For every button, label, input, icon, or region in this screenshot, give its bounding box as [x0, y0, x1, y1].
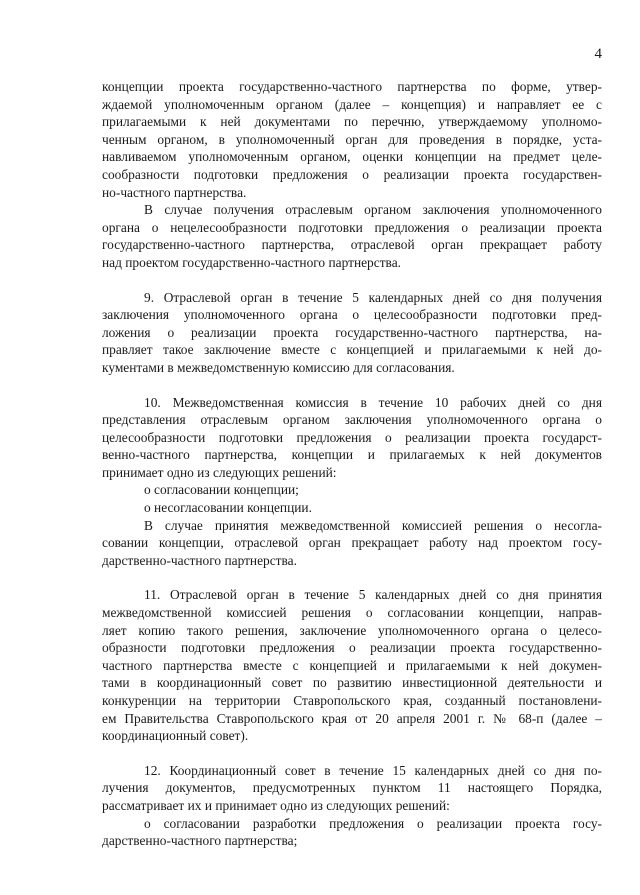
text-line: государственно-частного партнерства, отраслевой орган прекращает работу — [102, 237, 602, 253]
text-line: ложения о реализации проекта государственно-частного партнерства, на- — [102, 324, 602, 340]
text-line: о несогласовании концепции. — [144, 500, 312, 516]
text-line: тами в координационный совет по развитию инвестиционной деятельности и — [102, 675, 602, 691]
text-line: совании концепции, отраслевой орган прекращает работу над проектом госу- — [102, 535, 602, 551]
option-reject-concept — [102, 499, 602, 517]
text-line: 12. Координационный совет в течение 15 календарных дней со дня по- — [144, 762, 602, 778]
text-line: В случае принятия межведомственной комиссией решения о несогла- — [144, 517, 602, 533]
text-line: концепции проекта государственно-частного партнерства по форме, утвер- — [102, 79, 602, 94]
paragraph-item-12 — [102, 762, 602, 815]
text-line: кументами в межведомственную комиссию для согласования. — [102, 359, 455, 375]
text-line: 11. Отраслевой орган в течение 5 календарных дней со дня принятия — [144, 587, 602, 603]
text-line: конкуренции на территории Ставропольского края, созданный постановлени- — [102, 693, 602, 708]
paragraph-item-10 — [102, 394, 602, 482]
text-line: сообразности подготовки предложения о реализации проекта государствен- — [102, 166, 602, 182]
option-approve-development — [102, 815, 602, 850]
paragraph-item-9 — [102, 289, 602, 377]
text-line: венно-частного партнерства, концепции и прилагаемых к ней документов — [102, 447, 602, 463]
text-line: лучения документов, предусмотренных пунктом 11 настоящего Порядка, — [102, 780, 602, 796]
text-line: рассматривает их и принимает одно из следующих решений: — [102, 797, 450, 813]
text-line: ждаемой уполномоченным органом (далее – концепция) и направляет ее с — [102, 96, 602, 112]
text-line: 10. Межведомственная комиссия в течение 10 рабочих дней со дня — [144, 394, 602, 410]
text-line: образности подготовки предложения о реализации проекта государственно- — [102, 640, 602, 656]
text-line: координационный совет). — [102, 728, 249, 744]
paragraph-refusal — [102, 201, 602, 271]
text-line: навливаемом уполномоченным органом, оценки концепции на предмет целе- — [102, 149, 602, 165]
text-line: прилагаемыми к ней документами по перечню, утверждаемому уполномо- — [102, 114, 602, 130]
paragraph-continuation — [102, 78, 602, 201]
text-line: о согласовании разработки предложения о реализации проекта госу- — [144, 815, 602, 831]
text-line: частного партнерства вместе с концепцией и прилагаемыми к ней докумен- — [102, 657, 602, 673]
text-line: о согласовании концепции; — [144, 482, 299, 498]
text-line: В случае получения отраслевым органом заключения уполномоченного — [144, 202, 602, 218]
text-line: ляет копию такого решения, заключение уполномоченного органа о целесо- — [102, 622, 602, 638]
text-line: ем Правительства Ставропольского края от 20 апреля 2001 г. № 68-п (далее – — [102, 710, 602, 726]
page-number: 4 — [594, 46, 602, 62]
text-line: представления отраслевым органом заключения уполномоченного органа о — [102, 412, 602, 428]
text-line: заключения уполномоченного органа о целесообразности подготовки пред- — [102, 307, 602, 323]
text-line: правляет такое заключение вместе с концепцией и прилагаемыми к ней до- — [102, 342, 602, 358]
text-line: ченным органом, в уполномоченный орган для проведения в порядке, уста- — [102, 131, 602, 147]
option-approve-concept — [102, 481, 602, 499]
paragraph-commission-rejection — [102, 517, 602, 570]
document-body — [102, 78, 602, 850]
text-line: дарственно-частного партнерства; — [102, 833, 298, 849]
text-line: целесообразности подготовки предложения о реализации проекта государст- — [102, 429, 602, 445]
text-line: дарственно-частного партнерства. — [102, 552, 297, 568]
text-line: 9. Отраслевой орган в течение 5 календарных дней со дня получения — [144, 289, 602, 305]
text-line: но-частного партнерства. — [102, 184, 247, 200]
text-line: принимает одно из следующих решений: — [102, 464, 337, 480]
text-line: межведомственной комиссией решения о согласовании концепции, направ- — [102, 605, 602, 621]
paragraph-item-11 — [102, 586, 602, 744]
text-line: органа о нецелесообразности подготовки предложения о реализации проекта — [102, 219, 602, 235]
text-line: над проектом государственно-частного партнерства. — [102, 254, 401, 270]
